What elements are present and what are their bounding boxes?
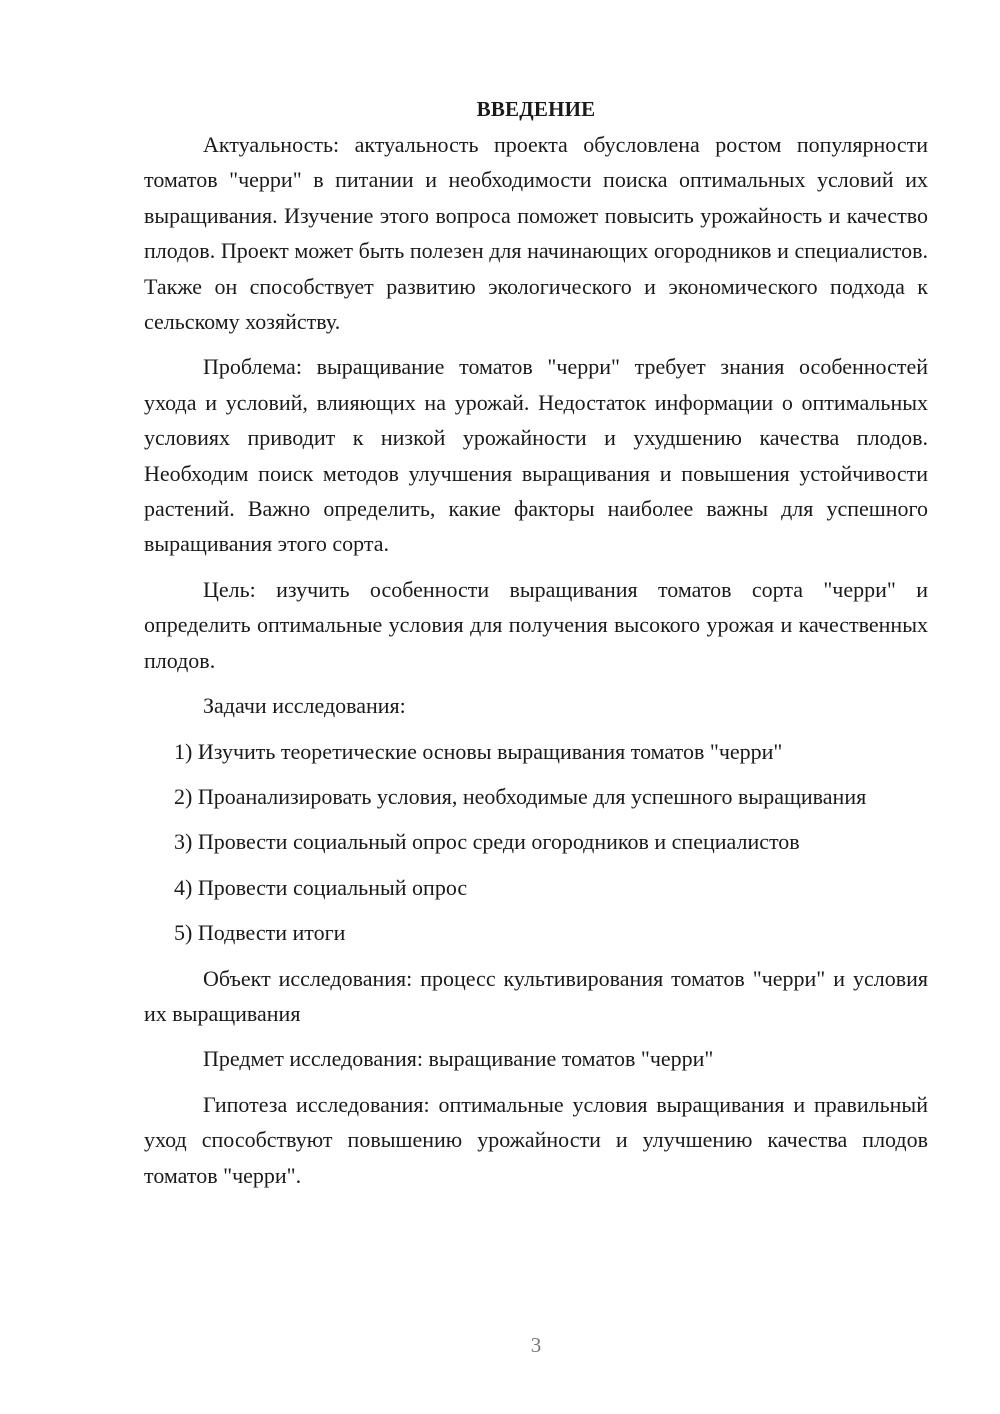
paragraph-hypothesis: Гипотеза исследования: оптимальные условия выращивания и правильный уход способствуют повышению урожайности и улучшению качества плодов томатов "черри".	[144, 1091, 928, 1188]
paragraph-relevance: Актуальность: актуальность проекта обусловлена ростом популярности томатов "черри" в питании и необходимости поиска оптимальных условий их выращивания. Изучение этого вопроса поможет повысить урожайность и качество плодов. Проект может быть полезен для начинающих огородников и специалистов. Также он способствует развитию экологического и экономического подхода к сельскому хозяйству.	[144, 132, 928, 335]
paragraph-object: Объект исследования: процесс культивирования томатов "черри" и условия их выращивания	[144, 965, 928, 1026]
page-title: ВВЕДЕНИЕ	[476, 97, 596, 121]
task-item-5: 5) Подвести итоги	[174, 920, 346, 946]
task-item-1: 1) Изучить теоретические основы выращивания томатов "черри"	[174, 738, 783, 764]
tasks-heading: Задачи исследования:	[203, 693, 406, 719]
task-item-3: 3) Провести социальный опрос среди огородников и специалистов	[174, 829, 800, 855]
page-number: 3	[530, 1333, 542, 1357]
paragraph-goal: Цель: изучить особенности выращивания томатов сорта "черри" и определить оптимальные условия для получения высокого урожая и качественных плодов.	[144, 576, 928, 673]
paragraph-problem: Проблема: выращивание томатов "черри" требует знания особенностей ухода и условий, влияющих на урожай. Недостаток информации о оптимальных условиях приводит к низкой урожайности и ухудшению качества плодов. Необходим поиск методов улучшения выращивания и повышения устойчивости растений. Важно определить, какие факторы наиболее важны для успешного выращивания этого сорта.	[144, 354, 928, 557]
task-item-4: 4) Провести социальный опрос	[174, 874, 468, 900]
document-page	[144, 92, 928, 1203]
task-item-2: 2) Проанализировать условия, необходимые для успешного выращивания	[174, 783, 867, 809]
paragraph-subject: Предмет исследования: выращивание томатов "черри"	[203, 1046, 714, 1072]
